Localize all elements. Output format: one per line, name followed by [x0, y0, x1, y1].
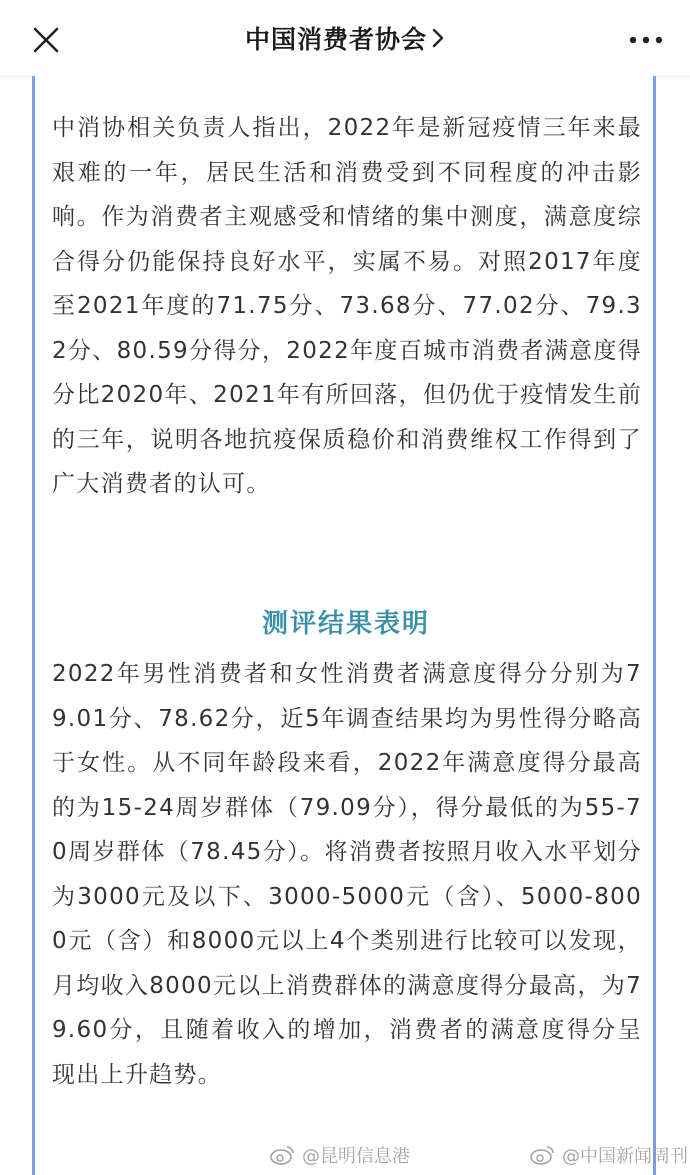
top-navigation-bar	[0, 0, 690, 77]
account-title-link[interactable]	[245, 20, 445, 56]
weibo-icon	[270, 1144, 296, 1166]
weibo-icon	[530, 1144, 556, 1166]
watermark-text: @昆明信息港	[302, 1146, 410, 1167]
chevron-right-icon	[431, 27, 445, 49]
more-options-button[interactable]	[622, 22, 672, 58]
watermark	[530, 1142, 688, 1168]
article-paragraph: 2022年男性消费者和女性消费者满意度得分分别为79.01分、78.62分，近5年调查结果均为男性得分略高于女性。从不同年龄段来看，2022年满意度得分最高的为15-24周岁群体（79.09分），得分最低的为55-70周岁群体（78.45分）。将消费者按照月收入水平划分为3000元及以下、3000-5000元（含）、5000-8000元（含）和8000元以上4个类别进行比较可以发现，月均收入8000元以上消费群体的满意度得分最高，为79.60分，且随着收入的增加，消费者的满意度得分呈现出上升趋势。	[52, 661, 642, 1088]
header-title-area	[0, 0, 690, 76]
watermark	[270, 1142, 410, 1168]
page-title: 中国消费者协会	[244, 25, 427, 54]
more-dots-icon	[622, 22, 672, 58]
watermark-text: @中国新闻周刊	[562, 1146, 688, 1167]
section-heading: 测评结果表明	[261, 609, 430, 639]
article-paragraph: 中消协相关负责人指出，2022年是新冠疫情三年来最艰难的一年，居民生活和消费受到不同程度的冲击影响。作为消费者主观感受和情绪的集中测度，满意度综合得分仍能保持良好水平，实属不易。对照2017年度至2021年度的71.75分、73.68分、77.02分、79.32分、80.59分得分，2022年度百城市消费者满意度得分比2020年、2021年有所回落，但仍优于疫情发生前的三年，说明各地抗疫保质稳价和消费维权工作得到了广大消费者的认可。	[52, 115, 642, 497]
